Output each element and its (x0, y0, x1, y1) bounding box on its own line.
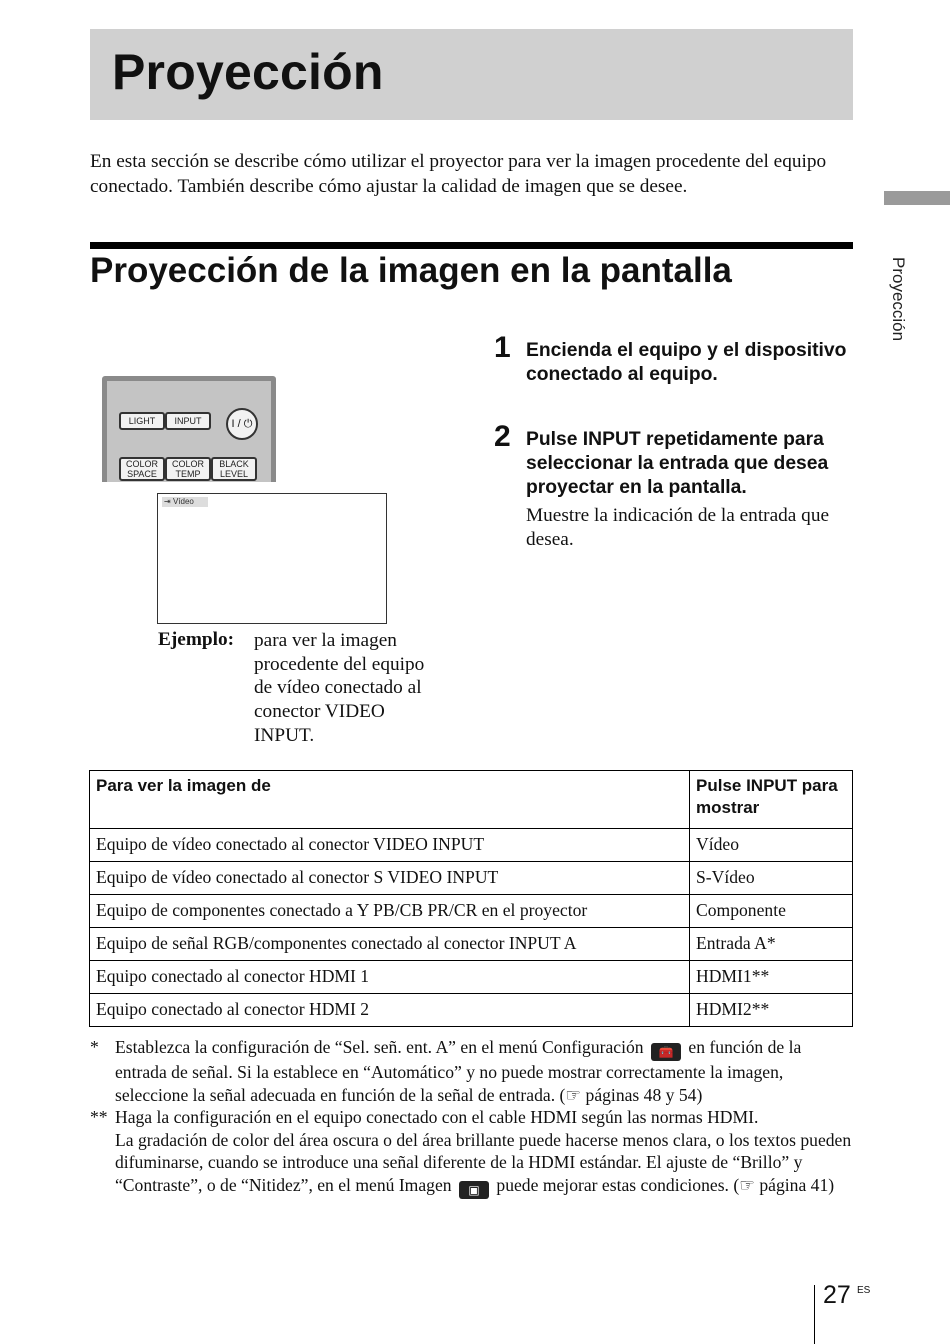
screen-illustration (157, 493, 387, 624)
toolbox-icon: 🧰 (651, 1043, 681, 1061)
power-icon: I / ⏻ (226, 408, 258, 440)
section-title: Proyección de la imagen en la pantalla (90, 251, 732, 290)
footnote (90, 1036, 855, 1106)
input-button: INPUT (165, 412, 211, 430)
side-tab-bar (884, 191, 950, 205)
side-tab-label: Proyección (889, 257, 908, 342)
footnote-mark: * (90, 1037, 99, 1057)
table-cell: Equipo de señal RGB/componentes conectado al conector INPUT A (90, 928, 690, 961)
table-cell: Entrada A* (690, 928, 853, 961)
page-language: ES (857, 1285, 871, 1296)
table-row (90, 895, 853, 928)
picture-icon: ▣ (459, 1181, 489, 1199)
table-header-row (90, 771, 853, 829)
footnote-mark: ** (90, 1107, 108, 1127)
table-header: Para ver la imagen de (90, 771, 690, 829)
color-space-button: COLOR SPACE (119, 457, 165, 481)
page-title: Proyección (112, 44, 384, 100)
example-text: para ver la imagen procedente del equipo de vídeo conectado al conector VIDEO INPUT. (254, 630, 425, 746)
input-table (89, 770, 853, 1027)
light-button: LIGHT (119, 412, 165, 430)
table-row (90, 829, 853, 862)
table-cell: Equipo de componentes conectado a Y PB/CB PR/CR en el proyector (90, 895, 690, 928)
table-row (90, 928, 853, 961)
input-icon: ⇥ (164, 497, 171, 506)
table-cell: S-Vídeo (690, 862, 853, 895)
table-cell: Equipo conectado al conector HDMI 2 (90, 994, 690, 1027)
step-number: 2 (494, 420, 511, 453)
table-cell: Vídeo (690, 829, 853, 862)
table-row (90, 961, 853, 994)
step-text: Encienda el equipo y el dispositivo conectado al equipo. (526, 340, 847, 385)
input-osd (162, 497, 208, 507)
table-cell: HDMI1** (690, 961, 853, 994)
footnote-text: Establezca la configuración de “Sel. señ. ent. A” en el menú Configuración (115, 1037, 644, 1057)
footnotes (90, 1036, 855, 1199)
intro-paragraph: En esta sección se describe cómo utilizar el proyector para ver la imagen procedente del equipo conectado. También describe cómo ajustar la calidad de imagen que se desee. (90, 151, 827, 197)
footnote-text: Haga la configuración en el equipo conectado con el cable HDMI según las normas HDMI. (115, 1107, 759, 1127)
footnote-text: La gradación de color del área oscura o del área brillante puede hacerse menos clara, o los textos pueden difuminarse, cuando se introduce una señal diferente de la HDMI estándar. El ajuste de “Brillo” y “Contraste”, o de “Nitidez”, en el menú Imagen (115, 1129, 852, 1195)
table-row (90, 994, 853, 1027)
remote-illustration (102, 376, 276, 482)
page-number-rule (814, 1285, 815, 1344)
step-number: 1 (494, 331, 511, 364)
footnote-text: en función de la entrada de señal. Si la establece en “Automático” y no puede mostrar correctamente la imagen, seleccione la señal adecuada en función de la señal de entrada. (☞ páginas 48 y 54) (115, 1037, 802, 1105)
table-cell: HDMI2** (690, 994, 853, 1027)
example-label: Ejemplo: (158, 629, 235, 650)
title-band (90, 29, 853, 120)
table-row (90, 862, 853, 895)
step-text: Pulse INPUT repetidamente para seleccionar la entrada que desea proyectar en la pantalla. (526, 429, 829, 498)
table-header: Pulse INPUT para mostrar (690, 771, 853, 829)
table-cell: Equipo de vídeo conectado al conector S VIDEO INPUT (90, 862, 690, 895)
color-temp-button: COLOR TEMP (165, 457, 211, 481)
footnote-text: puede mejorar estas condiciones. (☞ página 41) (496, 1174, 835, 1195)
black-level-button: BLACK LEVEL (211, 457, 257, 481)
footnote (90, 1106, 855, 1199)
table-cell: Equipo conectado al conector HDMI 1 (90, 961, 690, 994)
section-rule (90, 242, 853, 249)
page-number: 27 (823, 1281, 851, 1309)
remote-panel (107, 381, 271, 482)
step-subtext: Muestre la indicación de la entrada que desea. (526, 505, 830, 550)
table-cell: Componente (690, 895, 853, 928)
osd-label: Vídeo (172, 497, 194, 506)
table-cell: Equipo de vídeo conectado al conector VIDEO INPUT (90, 829, 690, 862)
